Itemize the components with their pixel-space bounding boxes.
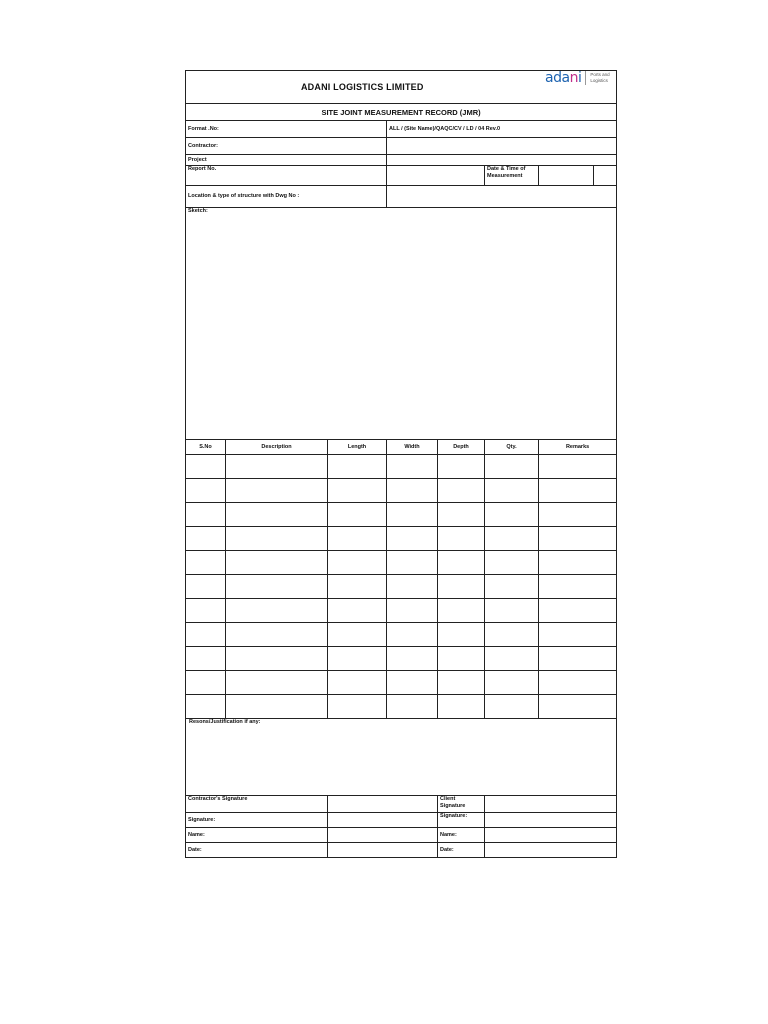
cell-length[interactable] [328,575,387,599]
logo-divider [585,71,586,85]
time-value[interactable] [594,166,616,185]
col-header-length: Length [328,440,387,455]
cell-depth[interactable] [438,695,485,719]
cell-width[interactable] [387,551,438,575]
cell-description[interactable] [226,455,328,479]
cell-width[interactable] [387,503,438,527]
table-row [186,503,617,527]
cell-width[interactable] [387,575,438,599]
report-no-value[interactable] [387,166,485,186]
jmr-form [185,70,616,858]
cell-sno[interactable] [186,479,226,503]
cell-remarks[interactable] [539,551,617,575]
logo-sub-line2: Logistics [590,78,608,83]
location-value[interactable] [387,186,617,208]
reasons-label: Resons/Justification if any: [189,719,261,725]
cell-description[interactable] [226,479,328,503]
cell-qty[interactable] [485,551,539,575]
cell-length[interactable] [328,479,387,503]
datetime-value[interactable] [539,166,617,186]
cell-depth[interactable] [438,503,485,527]
client-signature-value[interactable] [485,796,617,813]
cell-depth[interactable] [438,551,485,575]
report-no-label: Report No. [186,166,387,186]
col-header-qty: Qty. [485,440,539,455]
cell-width[interactable] [387,527,438,551]
cell-description[interactable] [226,647,328,671]
cell-width[interactable] [387,695,438,719]
cell-length[interactable] [328,455,387,479]
cell-depth[interactable] [438,599,485,623]
cell-sno[interactable] [186,647,226,671]
logo-subtitle [590,72,609,84]
company-logo [539,71,617,104]
cell-sno[interactable] [186,671,226,695]
cell-sno[interactable] [186,695,226,719]
datetime-label [485,166,539,186]
cell-width[interactable] [387,647,438,671]
table-row [186,695,617,719]
cell-sno[interactable] [186,575,226,599]
cell-width[interactable] [387,455,438,479]
cell-description[interactable] [226,695,328,719]
project-value[interactable] [387,155,617,166]
cell-width[interactable] [387,623,438,647]
col-header-sno: S.No [186,440,226,455]
client-name-label: Name: [438,828,485,843]
cell-qty[interactable] [485,455,539,479]
format-no-value: ALL / (Site Name)/QAQC/CV / LD / 04 Rev.0 [387,121,617,138]
cell-length[interactable] [328,623,387,647]
location-label: Location & type of structure with Dwg No : [186,186,387,208]
cell-width[interactable] [387,599,438,623]
cell-length[interactable] [328,671,387,695]
cell-depth[interactable] [438,623,485,647]
contractor-date-label: Date: [186,843,328,858]
col-header-description: Description [226,440,328,455]
datetime-label-line2: Measurement [487,173,523,179]
table-row [186,479,617,503]
cell-qty[interactable] [485,503,539,527]
cell-depth[interactable] [438,455,485,479]
cell-depth[interactable] [438,647,485,671]
cell-qty[interactable] [485,575,539,599]
contractor-sign-value[interactable] [328,813,438,828]
cell-qty[interactable] [485,527,539,551]
cell-width[interactable] [387,479,438,503]
sketch-area[interactable] [186,208,617,440]
cell-description[interactable] [226,503,328,527]
cell-depth[interactable] [438,527,485,551]
logo-wordmark: adani [545,70,582,86]
cell-sno[interactable] [186,455,226,479]
contractor-sign-label: Signature: [186,813,328,828]
company-name: ADANI LOGISTICS LIMITED [186,71,539,104]
sketch-label: Sketch: [188,208,208,214]
date-value[interactable] [539,166,594,185]
measurement-header-row [186,440,617,455]
cell-length[interactable] [328,695,387,719]
cell-sno[interactable] [186,599,226,623]
cell-qty[interactable] [485,599,539,623]
cell-length[interactable] [328,647,387,671]
cell-remarks[interactable] [539,695,617,719]
table-row [186,575,617,599]
cell-length[interactable] [328,599,387,623]
cell-remarks[interactable] [539,527,617,551]
contractor-signature-label: Contractor's Signature [186,796,328,813]
cell-remarks[interactable] [539,575,617,599]
client-date-value[interactable] [485,843,617,858]
form-title: SITE JOINT MEASUREMENT RECORD (JMR) [186,104,617,121]
footer-table [185,718,617,858]
table-row [186,527,617,551]
cell-length[interactable] [328,551,387,575]
logo-sub-line1: Ports and [590,72,610,77]
col-header-remarks: Remarks [539,440,617,455]
cell-length[interactable] [328,503,387,527]
col-header-width: Width [387,440,438,455]
table-row [186,599,617,623]
client-name-value[interactable] [485,828,617,843]
table-row [186,647,617,671]
client-sign-value[interactable] [485,813,617,828]
cell-sno[interactable] [186,551,226,575]
cell-sno[interactable] [186,527,226,551]
table-row [186,551,617,575]
cell-remarks[interactable] [539,647,617,671]
col-header-depth: Depth [438,440,485,455]
cell-length[interactable] [328,527,387,551]
table-row [186,671,617,695]
cell-description[interactable] [226,671,328,695]
client-date-label: Date: [438,843,485,858]
cell-sno[interactable] [186,503,226,527]
cell-qty[interactable] [485,647,539,671]
cell-depth[interactable] [438,575,485,599]
contractor-label: Contractor: [186,138,387,155]
format-no-label: Format .No: [186,121,387,138]
cell-remarks[interactable] [539,623,617,647]
project-label: Project [186,155,387,166]
contractor-name-label: Name: [186,828,328,843]
reasons-area[interactable] [186,719,617,796]
cell-description[interactable] [226,575,328,599]
measurement-rows [185,454,617,719]
cell-remarks[interactable] [539,671,617,695]
cell-width[interactable] [387,671,438,695]
cell-remarks[interactable] [539,503,617,527]
cell-remarks[interactable] [539,479,617,503]
table-row [186,455,617,479]
client-sign-label: Signature: [438,813,485,828]
cell-qty[interactable] [485,623,539,647]
cell-description[interactable] [226,527,328,551]
datetime-label-line1: Date & Time of [487,166,526,172]
cell-remarks[interactable] [539,455,617,479]
cell-qty[interactable] [485,695,539,719]
cell-qty[interactable] [485,671,539,695]
contractor-name-value[interactable] [328,828,438,843]
cell-description[interactable] [226,623,328,647]
table-row [186,623,617,647]
cell-remarks[interactable] [539,599,617,623]
form-table [185,70,617,455]
client-signature-label: Client Signature [438,796,485,813]
cell-depth[interactable] [438,479,485,503]
cell-depth[interactable] [438,671,485,695]
cell-description[interactable] [226,599,328,623]
contractor-date-value[interactable] [328,843,438,858]
cell-description[interactable] [226,551,328,575]
contractor-value[interactable] [387,138,617,155]
cell-sno[interactable] [186,623,226,647]
cell-qty[interactable] [485,479,539,503]
contractor-signature-value[interactable] [328,796,438,813]
